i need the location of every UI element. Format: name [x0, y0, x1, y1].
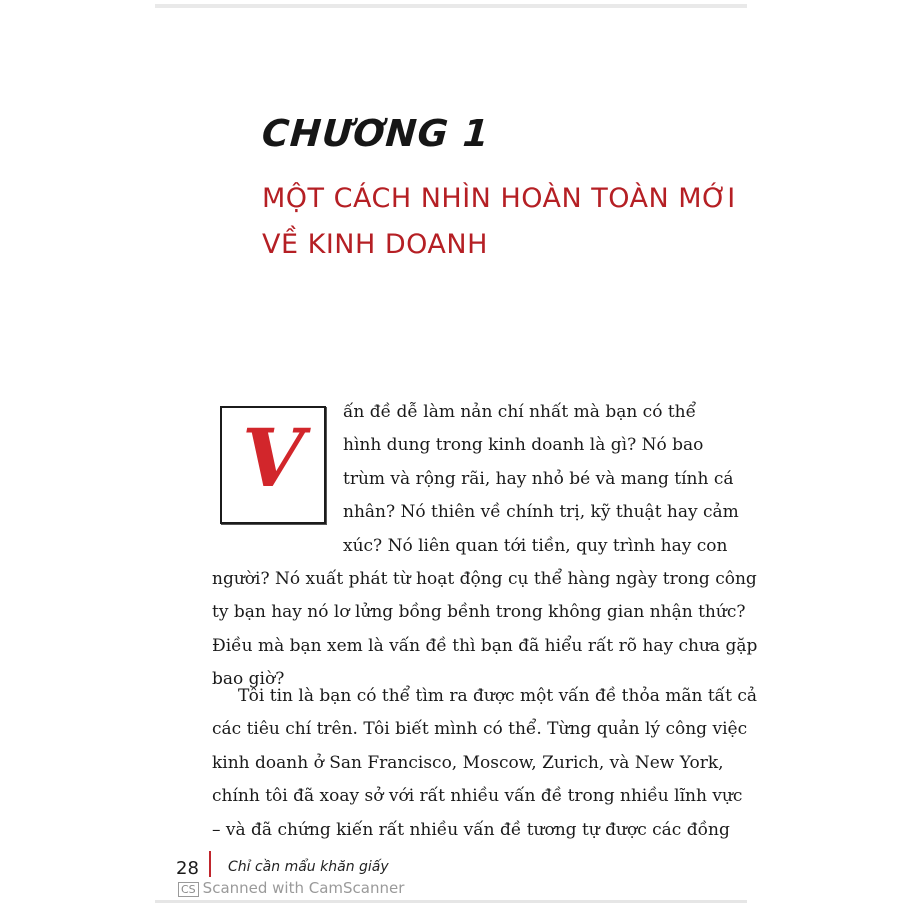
text-line: xúc? Nó liên quan tới tiền, quy trình hay con: [343, 535, 728, 556]
chapter-subtitle: [262, 176, 736, 268]
text-line: hình dung trong kinh doanh là gì? Nó bao: [343, 435, 704, 456]
text-line: các tiêu chí trên. Tôi biết mình có thể. Từng quản lý công việc: [212, 719, 748, 740]
chapter-subtitle-line: VỀ KINH DOANH: [262, 229, 488, 260]
text-line: chính tôi đã xoay sở với rất nhiều vấn đề trong nhiều lĩnh vực: [212, 786, 743, 807]
chapter-title: CHƯƠNG 1: [260, 112, 492, 155]
text-line: ấn đề dễ làm nản chí nhất mà bạn có thể: [343, 402, 697, 422]
chapter-subtitle-line: MỘT CÁCH NHÌN HOÀN TOÀN MỚI: [262, 183, 736, 214]
footer-divider: [209, 851, 211, 877]
paragraph-1-indented: [343, 396, 739, 563]
text-line: nhân? Nó thiên về chính trị, kỹ thuật hay cảm: [343, 502, 739, 523]
scanner-watermark: [178, 879, 404, 897]
text-line: bao giờ?: [212, 669, 285, 690]
camscanner-logo-icon: CS: [178, 882, 199, 897]
text-line: Điều mà bạn xem là vấn đề thì bạn đã hiểu rất rõ hay chưa gặp: [212, 635, 758, 656]
watermark-text: Scanned with CamScanner: [202, 879, 405, 897]
text-line: trùm và rộng rãi, hay nhỏ bé và mang tính cá: [343, 468, 734, 489]
text-line: kinh doanh ở San Francisco, Moscow, Zurich, và New York,: [212, 752, 724, 773]
paragraph-2: [212, 680, 757, 847]
paragraph-1-continued: [212, 563, 757, 697]
text-line: người? Nó xuất phát từ hoạt động cụ thể hàng ngày trong công: [212, 569, 757, 589]
running-footer-title: Chỉ cần mẩu khăn giấy: [228, 859, 389, 875]
text-line: ty bạn hay nó lơ lửng bồng bềnh trong không gian nhận thức?: [212, 602, 746, 623]
drop-cap-letter: V: [242, 411, 305, 505]
text-line: Tôi tin là bạn có thể tìm ra được một vấn đề thỏa mãn tất cả: [238, 686, 757, 706]
page-number: 28: [176, 858, 199, 879]
text-line: – và đã chứng kiến rất nhiều vấn đề tương tự được các đồng: [212, 819, 730, 840]
